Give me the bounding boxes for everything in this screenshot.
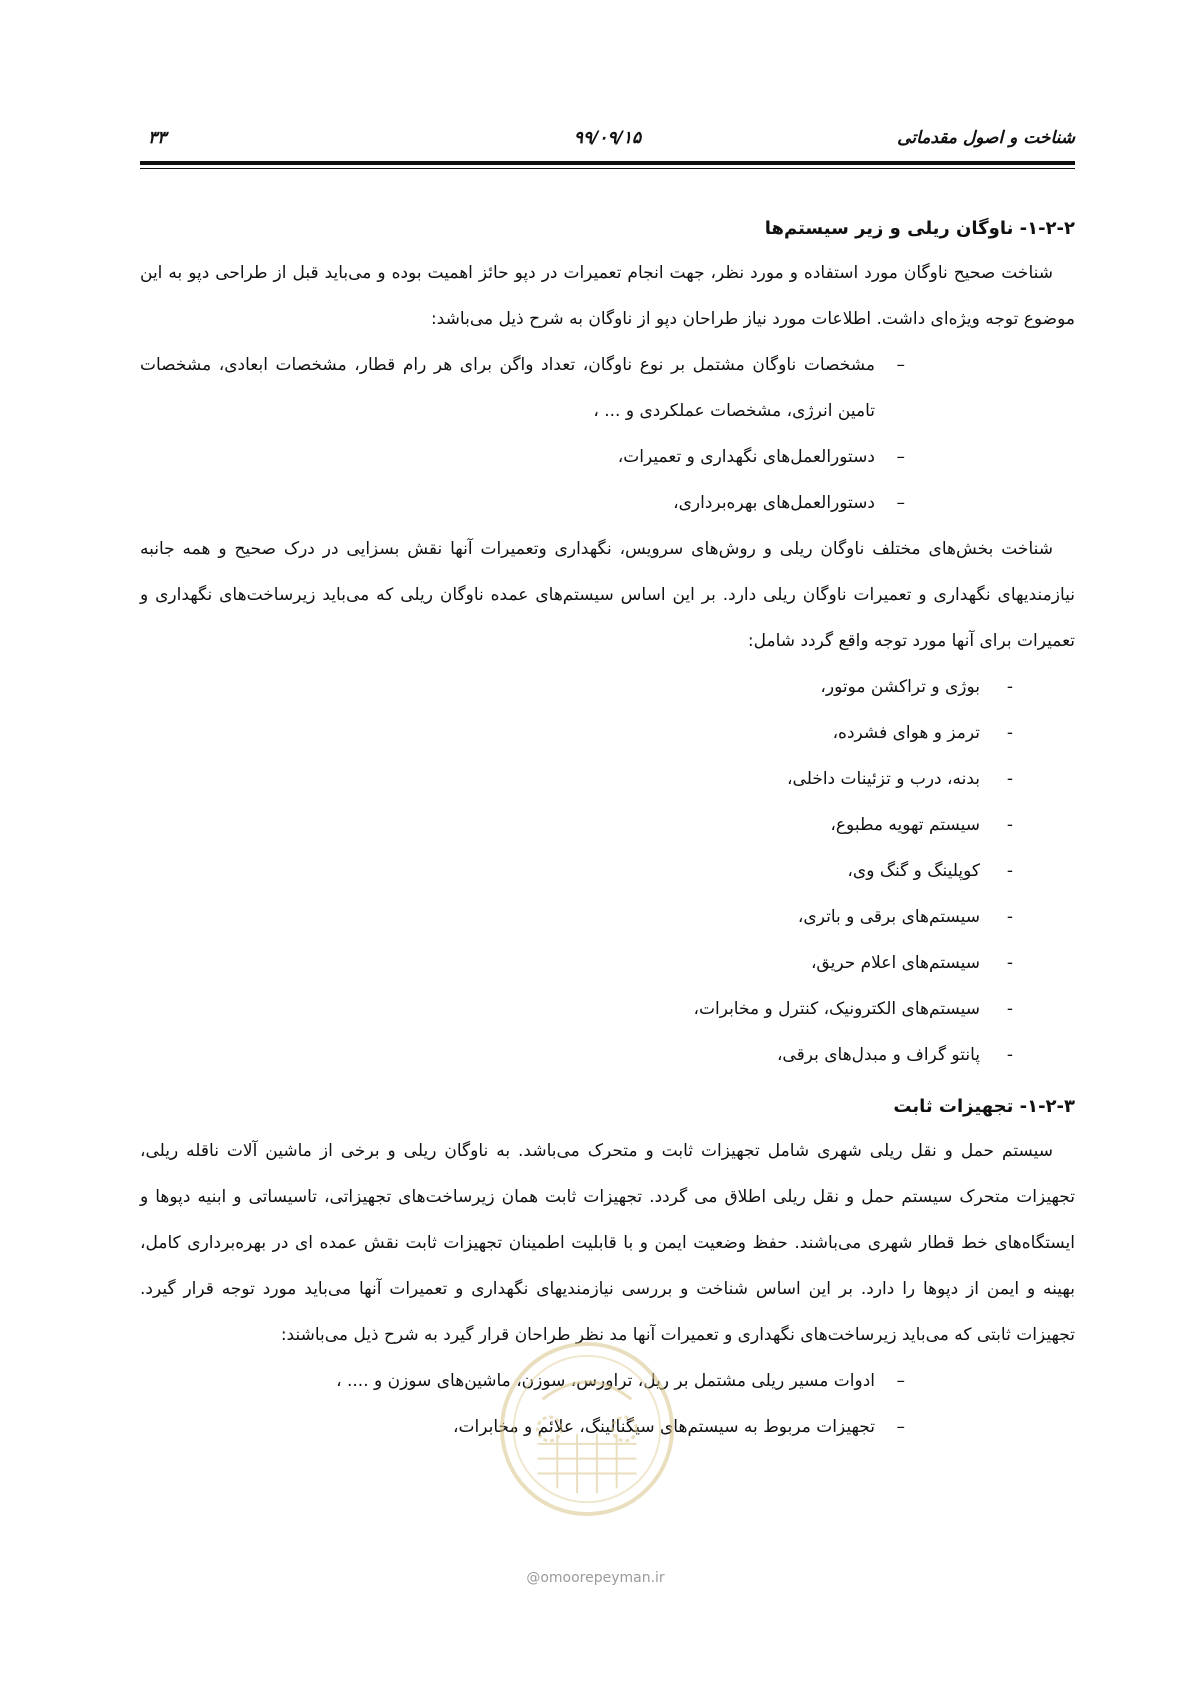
page-header: [140, 128, 1075, 154]
list-item: - بدنه، درب و تزئینات داخلی،: [140, 756, 1075, 802]
list-item: – دستورالعمل‌های نگهداری و تعمیرات،: [140, 434, 1075, 480]
header-date: ۹۹/۰۹/۱۵: [573, 128, 642, 148]
list-item: – دستورالعمل‌های بهره‌برداری،: [140, 480, 1075, 526]
chapter-title: شناخت و اصول مقدماتی: [897, 128, 1075, 148]
list-item: - بوژی و تراکشن موتور،: [140, 664, 1075, 710]
header-rule-thin: [140, 168, 1075, 169]
list-item: - پانتو گراف و مبدل‌های برقی،: [140, 1032, 1075, 1078]
paragraph-intro: شناخت صحیح ناوگان مورد استفاده و مورد نظر، جهت انجام تعمیرات در دپو حائز اهمیت بوده و می‌باید قبل از طراحی دپو به این موضوع توجه ویژه‌ای داشت. اطلاعات مورد نیاز طراحان دپو از ناوگان به شرح ذیل می‌باشد:: [140, 263, 1075, 329]
header-rule-thick: [140, 161, 1075, 165]
section-heading-fixed-equipment: ۱-۲-۳- تجهیزات ثابت: [893, 1096, 1075, 1117]
list-item: - سیستم تهویه مطبوع،: [140, 802, 1075, 848]
list-item: – ادوات مسیر ریلی مشتمل بر ریل، تراورس، سوزن، ماشین‌های سوزن و .... ،: [140, 1358, 1075, 1404]
paragraph-fixed-equipment: سیستم حمل و نقل ریلی شهری شامل تجهیزات ثابت و متحرک می‌باشد. به ناوگان ریلی و برخی از ماشین آلات ناقله ریلی، تجهیزات متحرک سیستم حمل و نقل ریلی اطلاق می گردد. تجهیزات ثابت همان زیرساخت‌های تجهیزاتی، تاسیساتی و ابنیه دپوها و ایستگاه‌های خط قطار شهری می‌باشند. حفظ وضعیت ایمن و با قابلیت اطمینان تجهیزات ثابت نقش عمده ای در بهره‌برداری کامل، بهینه و ایمن از دپوها را دارد. بر این اساس شناخت و بررسی نیازمندیهای نگهداری و تعمیرات آنها می‌باید مورد توجه قرار گیرد. تجهیزات ثابتی که می‌باید زیرساخت‌های نگهداری و تعمیرات آنها مد نظر طراحان قرار گیرد به شرح ذیل می‌باشند:: [140, 1141, 1075, 1345]
watermark-url: @omoorepeyman.ir: [526, 1570, 665, 1586]
paragraph-systems-intro: شناخت بخش‌های مختلف ناوگان ریلی و روش‌های سرویس، نگهداری وتعمیرات آنها نقش بسزایی در درک صحیح و همه جانبه نیازمندیهای نگهداری و تعمیرات ناوگان ریلی دارد. بر این اساس سیستم‌های عمده ناوگان ریلی که می‌باید زیرساخت‌های نگهداری و تعمیرات برای آنها مورد توجه واقع گردد شامل:: [140, 539, 1075, 651]
fleet-info-list: [140, 342, 1075, 526]
page-body: [140, 208, 1075, 1450]
list-item: - کوپلینگ و گنگ وی،: [140, 848, 1075, 894]
watermark-seal-icon: [498, 1340, 676, 1518]
list-item: – تجهیزات مربوط به سیستم‌های سیگنالینگ، علائم و مخابرات،: [140, 1404, 1075, 1450]
list-item: - ترمز و هوای فشرده،: [140, 710, 1075, 756]
list-item: - سیستم‌های الکترونیک، کنترل و مخابرات،: [140, 986, 1075, 1032]
list-item: - سیستم‌های برقی و باتری،: [140, 894, 1075, 940]
list-item: - سیستم‌های اعلام حریق،: [140, 940, 1075, 986]
page-number: ۳۳: [148, 128, 167, 148]
list-item: – مشخصات ناوگان مشتمل بر نوع ناوگان، تعداد واگن برای هر رام قطار، مشخصات ابعادی، مشخصات تامین انرژی، مشخصات عملکردی و ... ،: [140, 342, 1075, 434]
section-heading-rolling-stock: ۱-۲-۲- ناوگان ریلی و زیر سیستم‌ها: [764, 218, 1075, 239]
systems-list: [140, 664, 1075, 1078]
